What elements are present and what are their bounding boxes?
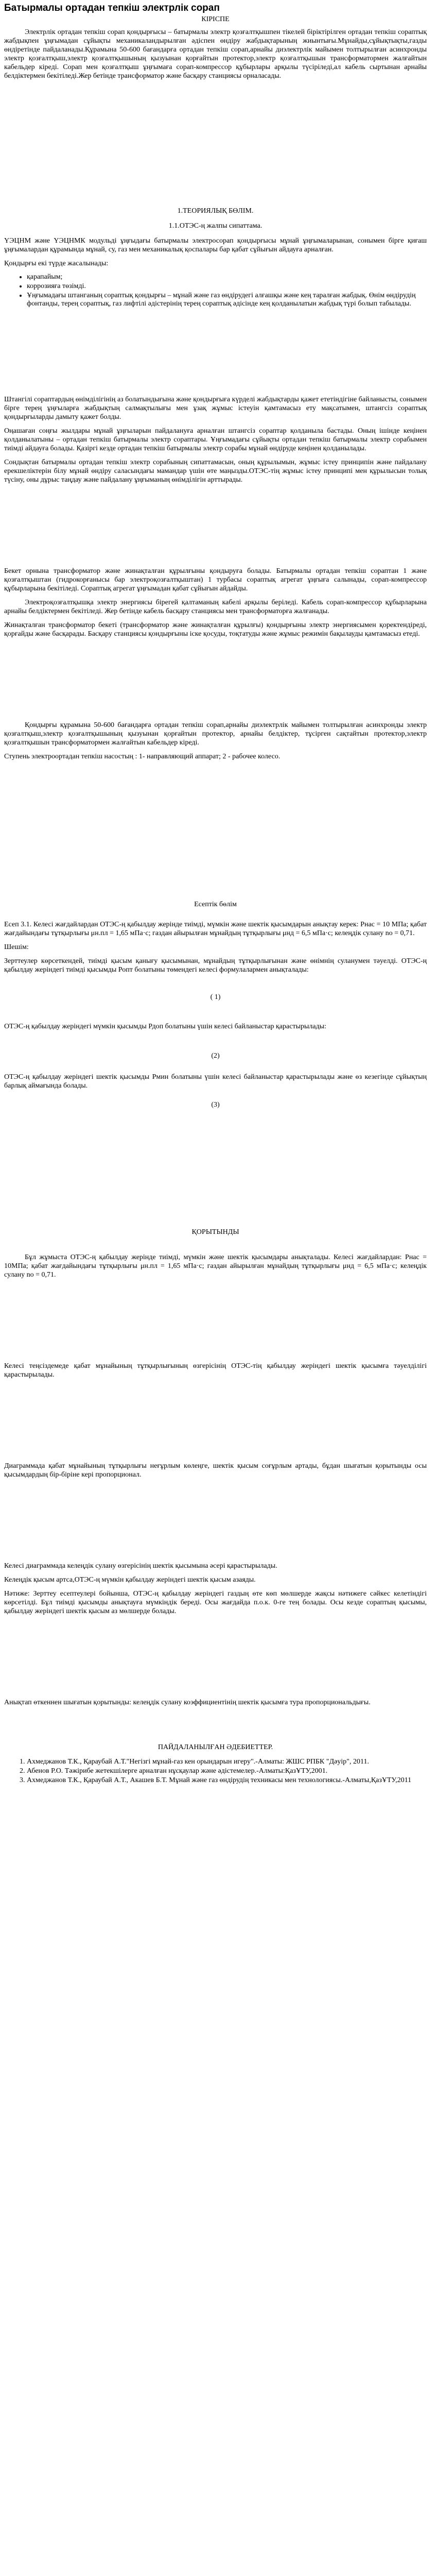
spacer <box>4 915 427 920</box>
variants-intro: Қондырғы екі түрде жасалынады: <box>4 260 109 267</box>
intro-paragraph: Электрлік ортадан тепкіш сорап қондырғысы – батырмалы электр қозғалтқышпен тікелей біріктірілген ортадан тепкіш сораптық жабдықпен ұңғымадан сұйықты механикаландырылған әдіспен өндіру жабдықтарының жиынтығы.Мұнайды,сұйықтықты,газды өндіретінде пайдаланады.Құрамына 50-600 бағандарға ортадан тепкіш сорап,арнайы диэлектрлік майымен толтырылған асинхронды электр қозғалтқыш,электр қозғалтқышының қызуынан қорғайтын протектор,электр қозғалтқышын трансформатормен жалғайтын кабельдер кіреді. Сорап мен қозғалтқыш ұңғымаға сорап-компрессор құбырлары арқылы түсіріледі,ал кабель сыртынан арнайы белдіктермен бекітіледі.Жер бетінде трансформатор және басқару станциясы орналасады. <box>4 28 427 80</box>
body-paragraph: ОТЭС-ң қабылдау жеріндегі шектік қысымды Рмин болатыны үшін келесі байланыстар қарастырылады және өз кезегінде сұйықтың барлық аймағында болады. <box>4 1073 427 1090</box>
spacer <box>4 86 427 207</box>
formula-number: (3) <box>211 1101 220 1109</box>
problem-statement: Есеп 3.1. Келесі жағдайлардан ОТЭС-ң қабылдау жерінде тиімді, мүмкін және шектік қысымдарын анықтау керек: Рнас = 10 МПа; қабат жағдайындағы тұтқырлығы μн.пл = 1,65 мПа·с; газдан айырылған мұнайдың тұтқырлығы μнд = 6,5 мПа·с; келеңдік сулану nо = 0,71. <box>4 921 427 937</box>
spacer <box>4 1484 427 1562</box>
subsection-heading-overview: 1.1.ОТЭС-ң жалпы сипаттама. <box>168 222 263 230</box>
spacer <box>4 1095 427 1100</box>
spacer <box>4 1036 427 1052</box>
body-paragraph: Қондырғы құрамына 50-600 бағандарға ортадан тепкіш сорап,арнайы диэлектрлік майымен толтырылған асинхронды электр қозғалтқыш,электр қозғалтқышының қызуынан қорғайтын протектор, арнайы белдіктер, тұсірген сақтайтын протектор,электр қозғалтқышын трансформатормен жалғайтын кабельдер кіреді. <box>4 721 427 747</box>
variants-list <box>4 273 427 308</box>
conclusion-paragraph: Келесі теңсіздемеде қабат мұнайының тұтқырлығының өзгерісінің ОТЭС-тің қабылдау жеріндегі шектік қысымға тәуелділігі қарастырылады. <box>4 1362 427 1379</box>
spacer <box>4 315 427 395</box>
spacer <box>4 1712 427 1743</box>
conclusion-paragraph: Келеңдік қысым артса,ОТЭС-ң мүмкін қабылдау жеріндегі шектік қысым азаяды. <box>4 1576 256 1584</box>
body-paragraph: Зерттеулер көрсеткендей, тиімді қысым қанығу қысымынан, мұнайдың тұтқырлығынан және өнімнің суланумен тәуелді. ОТЭС-ң қабылдау жеріндегі тиімді қысымды Ропт болатыны төмендегі келесі формулалармен анықталады: <box>4 957 427 974</box>
spacer <box>4 1621 427 1698</box>
reference-item: 1. Ахмеджанов Т.К., Қараубай А.Т."Негізгі мұнай-газ кен орындарын игеру".-Алматы: ЖШС РПБК "Дәуір", 2011. <box>27 1758 427 1766</box>
figure-caption: Ступень электроортадан тепкіш насостың : 1- направляющий аппарат; 2 - рабочее колесо. <box>4 753 281 760</box>
page-title: Батырмалы ортадан тепкіш электрлік сорап <box>4 3 220 13</box>
conclusion-paragraph: Келесі диаграммада келеңдік сулану өзгерісінің шектік қысымына әсері қарастырылады. <box>4 1562 277 1570</box>
conclusion-paragraph: Анықтап өткеннен шығатын қорытынды: келеңдік сулану коэффициентінің шектік қысымға тура пропорциональдығы. <box>4 1699 371 1706</box>
conclusion-paragraph: Диаграммада қабат мұнайының тұтқырлығы неғұрлым көлеңге, шектік қысым соғұрлым артады, бұдан шығатын қорытынды осы қысымдардың бір-біріне кері пропорционал. <box>4 1462 427 1479</box>
conclusion-paragraph: Бұл жұмыста ОТЭС-ң қабылдау жерінде тиімді, мүмкін және шектік қысымдары анықталады. Келесі жағдайлардан: Рнас = 10МПа; қабат жағдайындағы тұтқырлығы μн.пл = 1,65 мПа·с; газдан айырылған мұнайдың тұтқырлығы μнд = 6,5 мПа·с; келеңдік сулану nо = 0,71. <box>4 1253 427 1279</box>
reference-item: 3. Ахмеджанов Т.К., Қараубай А.Т., Акашев Б.Т. Мұнай және газ өндірудің техникасы мен технологиясы.-Алматы,ҚазҰТУ,2011 <box>27 1776 427 1785</box>
conclusion-paragraph: Нәтиже: Зерттеу есептеулері бойынша, ОТЭС-ң қабылдау жеріндегі газдың өте көп мөлшерде жақсы нәтижеге сәйкес келетіндігі көрсетілді. Бұл тиімді қысымды анықтауға мүмкіндік береді. Осы жағдайда п.о.к. 0-ге тең болады. Осы кезде сораптың қысымы, қабылдау жеріндегі шектік қысым аз мөлшерде болады. <box>4 1590 427 1615</box>
list-item: • Ұңғымадағы штанганың сораптық қондырғы – мұнай және газ өндірудегі алғашқы және кең таралған жабдық. Өнім өндірудің фонтанды, терең сораптық, газ лифтілі әдістерінің терең сораптық әдісінде кең қолданылатын жабдық түрі болып табылады. <box>27 292 427 308</box>
body-paragraph: Штангілі сораптардың өнімділігінің аз болатындығына және қондырғыға күрделі жабдықтарды қажет ететіндігіне байланысты, сонымен бірге терең ұңғыларға жабдықтың салмақтылығы мен ұзақ жұмыс істеуін қамтамасыз ету мақсатымен, штангсіз сораптық қондырғыларды дамыту қажет болды. <box>4 396 427 421</box>
body-paragraph: ОТЭС-ң қабылдау жеріндегі мүмкін қысымды Рдоп болатыны үшін келесі байланыстар қарастырылады: <box>4 1023 326 1030</box>
solution-label: Шешім: <box>4 943 29 951</box>
body-paragraph: Жинақталған трансформатор бекеті (трансформатор және жинақталған құрылғы) қондырғыны электр энергиясымен қоректендіреді, қорғайды және басқарады. Басқару станциясы қондырғыны іске қосуды, тоқтатуды және жұмыс режимін бақылауды қамтамасыз етеді. <box>4 621 427 638</box>
body-paragraph: Бекет орнына трансформатор және жинақталған құрылғыны қондыруға болады. Батырмалы ортадан тепкіш сораптан 1 және қозғалтқыштан (гидрокорғанысы бар электроқозғалтқыштан) 1 турбасы сораптық агрегат ұңғыға салынады, сорап-компрессор құбырларына бекітіледі. Сораптық агрегат ұңғымадан қабат сұйығын айдайды. <box>4 567 427 592</box>
reference-item: 2. Абенов Р.О. Тәжірибе жетекшілерге арналған нұсқаулар және әдістемелер.-Алматы:ҚазҰТУ,2001. <box>27 1767 427 1775</box>
body-paragraph: Оңашаған соңғы жылдары мұнай ұңғыларын пайдалануға арналған штангсіз сораптар қолданыла бастады. Оның ішінде кеңінен қолданылатыны – ортадан тепкіш батырмалы электр сораптары. Ұңғымадағы сұйықты ортадан тепкіш батырмалы электр сорабымен тиімді айдауға болады. Қазіргі кезде ортадан тепкіш батырмалы электр сорабы мұнай өндіруде кеңінен қолданылады. <box>4 427 427 452</box>
spacer <box>4 1243 427 1253</box>
list-item: • коррозияға төзімді. <box>27 282 427 291</box>
references-list <box>4 1758 427 1785</box>
spacer <box>4 489 427 567</box>
body-paragraph: Электроқозғалтқышқа электр энергиясы бірегей қалтаманың кабелі арқылы беріледі. Кабель сорап-компрессор құбырларына арнайы белдіктермен бекітіледі. Жер бетінде кабель басқару станциясы мен трансформаторға жалғанады. <box>4 599 427 615</box>
section-heading-theory: 1.ТЕОРИЯЛЫҚ БӨЛІМ. <box>177 207 254 215</box>
spacer <box>4 1065 427 1073</box>
spacer <box>4 766 427 900</box>
overview-paragraph: ҮЭЦНМ және ҮЭЦНМК модульді ұңғыдағы батырмалы электросорап қондырғысы мұнай ұңғымаларынан, сонымен бірге қиғаш ұңғымалардан құрамында мұнай, су, газ мен механикалық қоспалары бар қабат сұйығын айдауға арналған. <box>4 237 427 253</box>
section-heading-calculation: Есептік бөлім <box>194 901 237 908</box>
spacer <box>4 643 427 721</box>
body-paragraph: Сондықтан батырмалы ортадан тепкіш электр сорабының сипаттамасын, оның құрылымын, жұмыс істеу принципін және пайдалану ерекшеліктерін білу мұнай өндіру саласындағы мамандар үшін өте маңызды.ОТЭС-тің жұмыс істеу принципі мен құрылысын толық түсіну, оны дұрыс таңдау және пайдалану ұңғыманың өнімділігін арттырады. <box>4 459 427 484</box>
spacer <box>4 979 427 993</box>
section-heading-intro: КІРІСПЕ <box>201 15 230 23</box>
section-heading-references: ПАЙДАЛАНЫЛҒАН ӘДЕБИЕТТЕР. <box>158 1743 273 1751</box>
formula-number: ( 1) <box>210 993 221 1001</box>
formula-number: (2) <box>211 1052 220 1060</box>
spacer <box>4 1007 427 1022</box>
list-item: • қарапайым; <box>27 273 427 281</box>
spacer <box>4 1284 427 1362</box>
spacer <box>4 1384 427 1462</box>
spacer <box>4 1114 427 1228</box>
section-heading-conclusion: ҚОРЫТЫНДЫ <box>191 1228 239 1236</box>
